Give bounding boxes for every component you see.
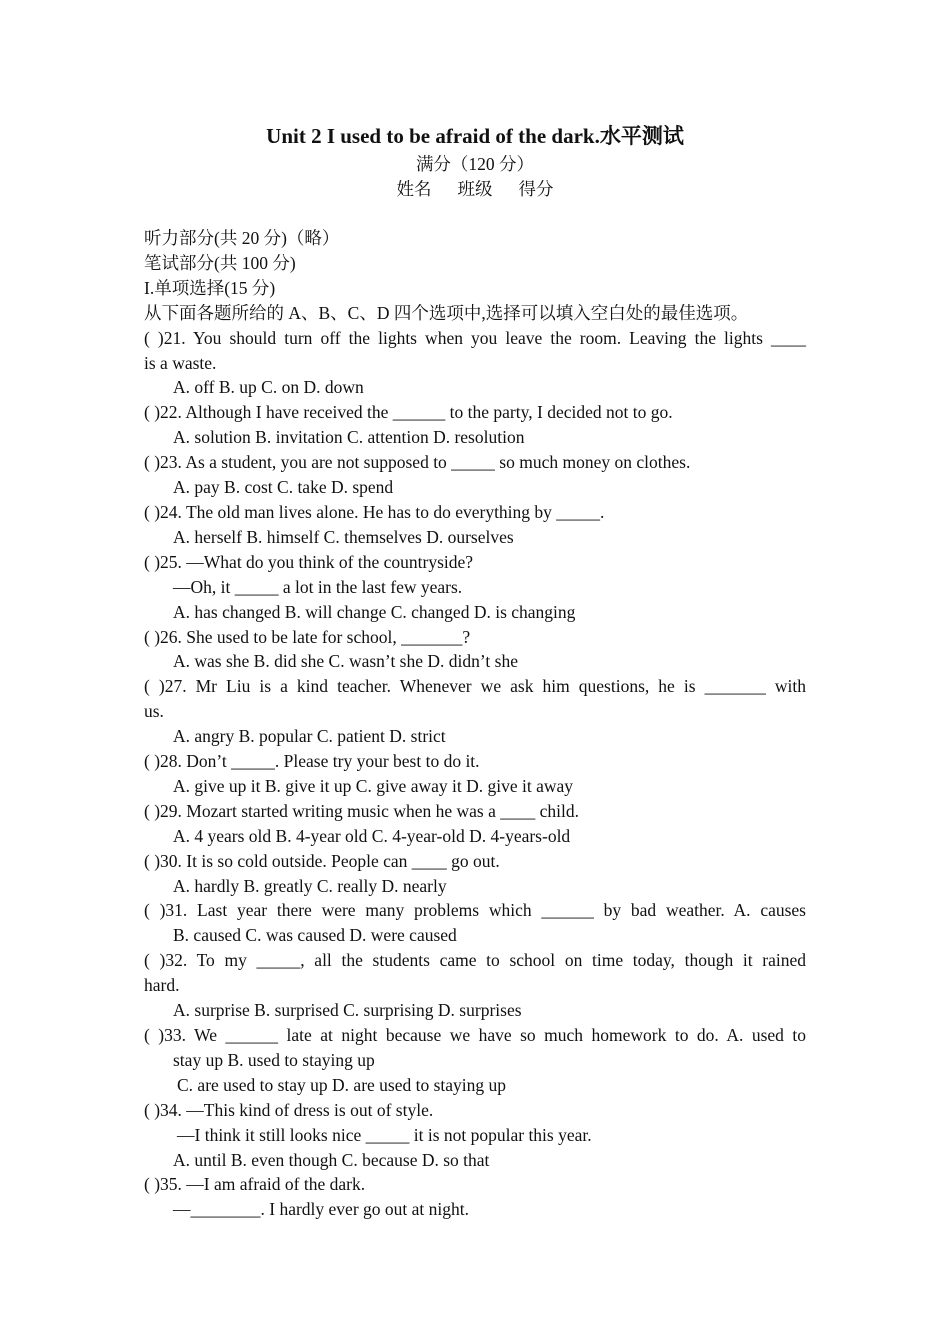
question-29: ( )29. Mozart started writing music when he was a ____ child.	[144, 800, 579, 821]
question-32-options: A. surprise B. surprised C. surprising D. surprises	[173, 1000, 522, 1021]
question-28: ( )28. Don’t _____. Please try your best to do it.	[144, 751, 480, 772]
question-21-options: A. off B. up C. on D. down	[173, 377, 364, 398]
question-32: ( )32. To my _____, all the students came to school on time today, though it rained	[144, 950, 806, 971]
question-21: ( )21. You should turn off the lights when you leave the room. Leaving the lights ____	[144, 327, 806, 348]
section-instruction: 从下面各题所给的 A、B、C、D 四个选项中,选择可以填入空白处的最佳选项。	[144, 302, 749, 323]
section-listening: 听力部分(共 20 分)（略）	[144, 228, 340, 248]
question-28-options: A. give up it B. give it up C. give away it D. give it away	[173, 775, 574, 796]
question-21-cont: is a waste.	[144, 352, 217, 373]
question-30-options: A. hardly B. greatly C. really D. nearly	[173, 875, 447, 896]
question-34: ( )34. —This kind of dress is out of style.	[144, 1099, 434, 1120]
question-34-reply: —I think it still looks nice _____ it is not popular this year.	[177, 1124, 592, 1145]
question-23: ( )23. As a student, you are not supposed to _____ so much money on clothes.	[144, 452, 691, 473]
worksheet-page	[144, 120, 806, 1222]
section-writing: 笔试部分(共 100 分)	[144, 252, 296, 273]
question-26: ( )26. She used to be late for school, _______?	[144, 626, 471, 647]
question-22: ( )22. Although I have received the ______ to the party, I decided not to go.	[144, 402, 673, 423]
question-31-options: B. caused C. was caused D. were caused	[173, 925, 457, 946]
question-35: ( )35. —I am afraid of the dark.	[144, 1174, 366, 1195]
full-score: 满分（120 分）	[415, 154, 535, 174]
question-31: ( )31. Last year there were many problems which ______ by bad weather. A. causes	[144, 900, 806, 921]
section-part1: I.单项选择(15 分)	[144, 277, 276, 298]
question-25-reply: —Oh, it _____ a lot in the last few years.	[173, 576, 463, 597]
name-label: 姓名	[396, 179, 432, 199]
question-24: ( )24. The old man lives alone. He has to do everything by _____.	[144, 501, 605, 522]
question-24-options: A. herself B. himself C. themselves D. ourselves	[173, 526, 514, 547]
question-33: ( )33. We ______ late at night because we have so much homework to do. A. used to	[144, 1025, 806, 1045]
question-32-cont: hard.	[144, 975, 180, 996]
question-29-options: A. 4 years old B. 4-year old C. 4-year-old D. 4-years-old	[173, 825, 571, 846]
question-30: ( )30. It is so cold outside. People can ____ go out.	[144, 850, 500, 871]
question-33-options-b: C. are used to stay up D. are used to staying up	[177, 1074, 507, 1095]
question-23-options: A. pay B. cost C. take D. spend	[173, 477, 394, 498]
question-26-options: A. was she B. did she C. wasn’t she D. didn’t she	[173, 651, 518, 672]
spacer	[144, 202, 806, 226]
student-info-row	[144, 177, 806, 202]
question-35-reply: —________. I hardly ever go out at night.	[173, 1199, 469, 1220]
question-33-options-a: stay up B. used to staying up	[173, 1049, 375, 1070]
question-27-options: A. angry B. popular C. patient D. strict	[173, 726, 446, 747]
score-label: 得分	[518, 179, 554, 199]
question-25-options: A. has changed B. will change C. changed D. is changing	[173, 601, 576, 622]
page-title: Unit 2 I used to be afraid of the dark.水平测试	[266, 124, 684, 148]
question-27-cont: us.	[144, 701, 164, 722]
question-34-options: A. until B. even though C. because D. so that	[173, 1149, 490, 1170]
question-22-options: A. solution B. invitation C. attention D. resolution	[173, 427, 525, 448]
question-25: ( )25. —What do you think of the countryside?	[144, 551, 474, 572]
class-label: 班级	[457, 179, 493, 199]
question-27: ( )27. Mr Liu is a kind teacher. Whenever we ask him questions, he is _______ with	[144, 676, 806, 697]
